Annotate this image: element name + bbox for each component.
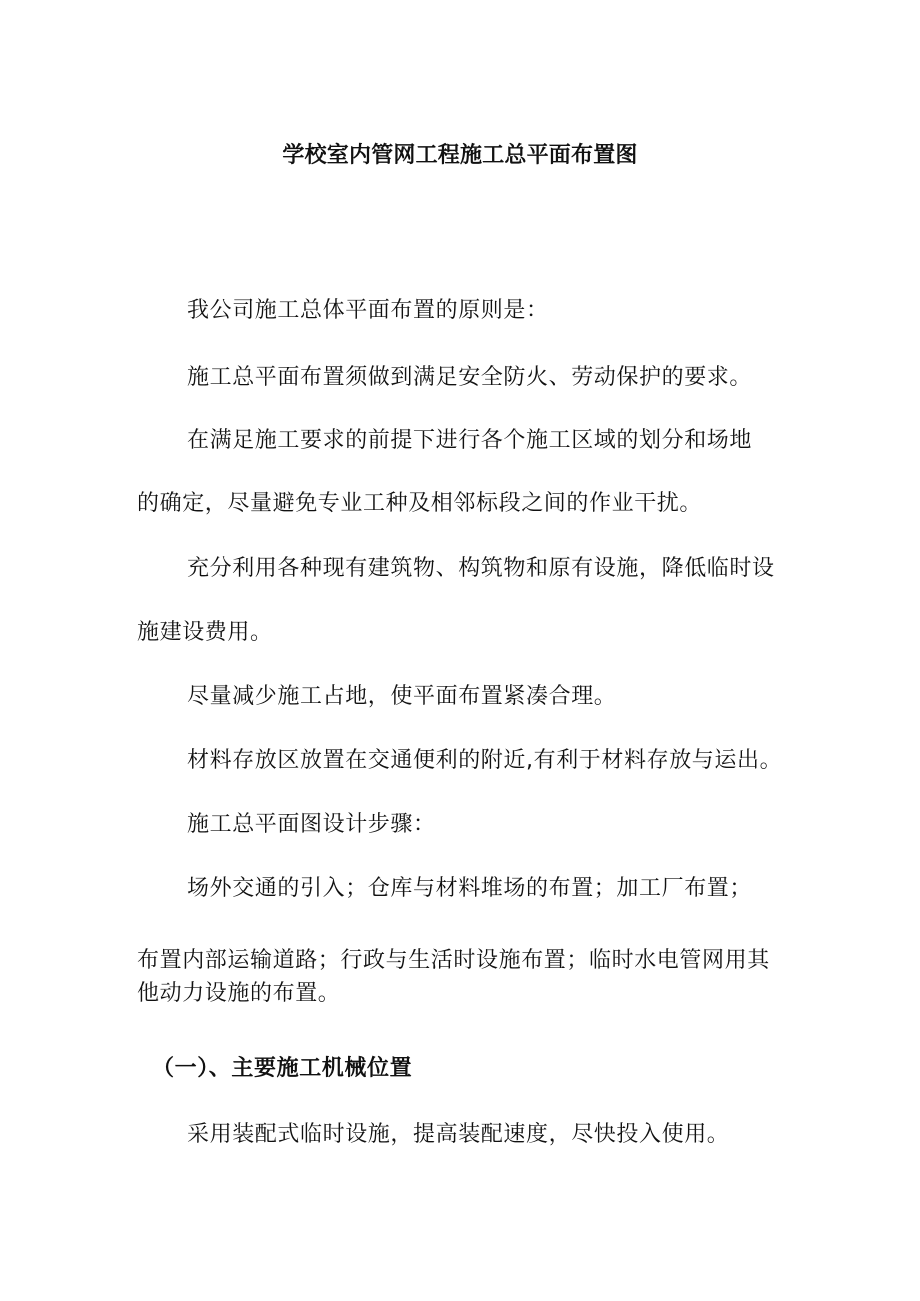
paragraph-zoning-line1: 在满足施工要求的前提下进行各个施工区域的划分和场地 [187,428,753,453]
paragraph-design-steps: 施工总平面图设计步骤： [187,812,436,837]
section-paragraph: 采用装配式临时设施，提高装配速度，尽快投入使用。 [187,1122,730,1147]
paragraph-steps-line2: 布置内部运输道路；行政与生活时设施布置；临时水电管网用其 [137,948,770,973]
paragraph-principle-intro: 我公司施工总体平面布置的原则是： [187,298,549,323]
paragraph-steps-line3: 他动力设施的布置。 [137,981,341,1006]
paragraph-existing-facilities-line1: 充分利用各种现有建筑物、构筑物和原有设施，降低临时设 [187,556,775,581]
document-title: 学校室内管网工程施工总平面布置图 [282,143,638,168]
section-heading: （一）、主要施工机械位置 [152,1056,413,1081]
paragraph-compact-layout: 尽量减少施工占地，使平面布置紧凑合理。 [187,684,617,709]
paragraph-zoning-line2: 的确定，尽量避免专业工种及相邻标段之间的作业干扰。 [137,491,703,516]
paragraph-steps-line1: 场外交通的引入；仓库与材料堆场的布置；加工厂布置； [187,876,753,901]
paragraph-existing-facilities-line2: 施建设费用。 [137,620,273,645]
paragraph-material-storage: 材料存放区放置在交通便利的附近,有利于材料存放与运出。 [187,748,783,773]
paragraph-safety: 施工总平面布置须做到满足安全防火、劳动保护的要求。 [187,365,753,390]
